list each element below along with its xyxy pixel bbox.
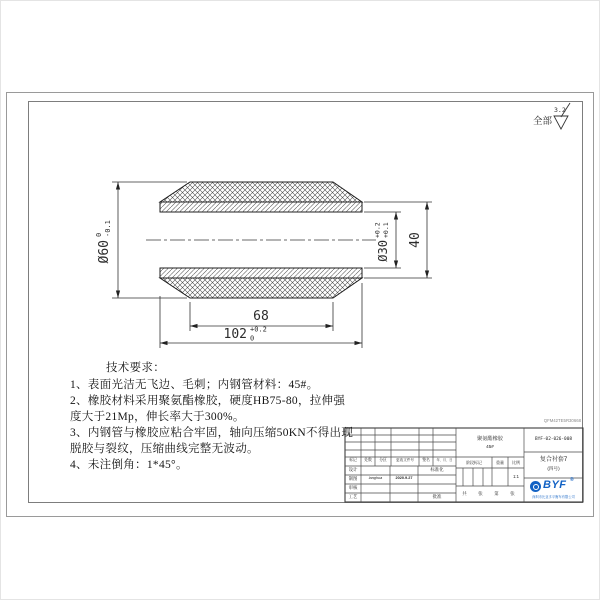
tech-req-line: 脱胶与裂纹，压缩曲线完整无波动。 [70, 443, 259, 455]
tb-material-line1: 聚氨酯橡胶 [477, 436, 503, 442]
tb-sheets-label: 共 [462, 491, 467, 496]
finish-scope-label: 全部 [533, 116, 553, 127]
tb-draft-date: 2020.9.27 [395, 476, 413, 481]
tb-company-name: 深圳市比亚孚平衡车有限公司 [532, 495, 575, 499]
tb-standardization-label: 标准化 [430, 467, 444, 472]
tb-header-cell: 处数 [364, 458, 372, 462]
tb-stage-label: 阶段标记 [466, 459, 482, 465]
tech-req-line: 度大于21Mp，伸长率大于300%。 [70, 411, 245, 423]
tb-sheets-label: 张 [478, 491, 483, 496]
tb-sheets-label: 第 [494, 491, 499, 496]
dim-label-68: 68 [253, 309, 269, 324]
rubber-top-section [160, 182, 362, 202]
tb-part-number: BYF-02-026-008 [534, 437, 572, 442]
tb-row-design: 设计 [348, 467, 358, 472]
tb-row-process: 工艺 [348, 494, 358, 499]
tb-header-cell: 标记 [349, 458, 357, 462]
tech-req-line: 3、内钢管与橡胶应粘合牢固，轴向压缩50KN不得出现 [70, 427, 354, 439]
tech-req-line: 1、表面光洁无飞边、毛刺；内钢管材料：45#。 [70, 379, 319, 391]
tb-scale-value: 1:1 [513, 473, 519, 479]
dim-tol-d30-lower: +0.1 [382, 222, 390, 238]
tech-req-line: 2、橡胶材料采用聚氨酯橡胶，硬度HB75-80，拉伸强 [70, 395, 346, 407]
tb-scale-label: 比例 [512, 459, 520, 465]
roughness-triangle-icon [554, 116, 568, 129]
dim-tol-102-lower: 0 [250, 334, 255, 343]
tb-header-cell: 分区 [379, 458, 387, 462]
tb-weight-label: 重量 [496, 459, 504, 465]
byf-logo-text: BYF [543, 479, 567, 491]
dim-tol-d60-lower: -0.1 [104, 220, 112, 237]
dim-tol-d30-upper: +0.2 [373, 222, 382, 238]
tb-header-cell: 年、月、日 [436, 458, 453, 463]
tb-header-cell: 更改文件号 [396, 458, 414, 462]
tech-req-line: 4、未注倒角：1*45°。 [70, 459, 188, 471]
dim-tol-102-upper: +0.2 [250, 325, 267, 334]
tb-sheets-label: 张 [510, 491, 515, 496]
tb-row-draft: 制图 [348, 476, 358, 481]
rubber-bottom-section [160, 278, 362, 298]
dim-label-d30: Ø30 [376, 240, 390, 262]
byf-logo-icon [530, 481, 541, 492]
tb-material-line2: 45# [486, 444, 494, 449]
dim-tol-d60-upper: 0 [95, 232, 103, 237]
tb-row-check: 审核 [348, 485, 358, 490]
surface-finish-note [533, 103, 570, 129]
tb-part-name-sub: (四号) [547, 466, 560, 471]
registered-mark-icon: ® [570, 477, 574, 483]
tb-approve-label: 批准 [432, 494, 442, 499]
dim-label-d60: Ø60 [97, 240, 112, 264]
doc-code: QFM42TE5R30668 [543, 418, 581, 423]
tb-drafter-name: langhua [368, 476, 383, 481]
tb-header-cell: 签名 [422, 458, 430, 462]
tech-req-title: 技术要求： [106, 362, 165, 374]
dim-label-d40: 40 [408, 232, 423, 248]
tb-part-name: 复合衬套7 [539, 457, 568, 463]
steel-tube-bottom-section [160, 268, 362, 278]
finish-value-label: 3.2 [554, 106, 566, 114]
dim-label-102: 102 [223, 327, 247, 342]
steel-tube-top-section [160, 202, 362, 212]
